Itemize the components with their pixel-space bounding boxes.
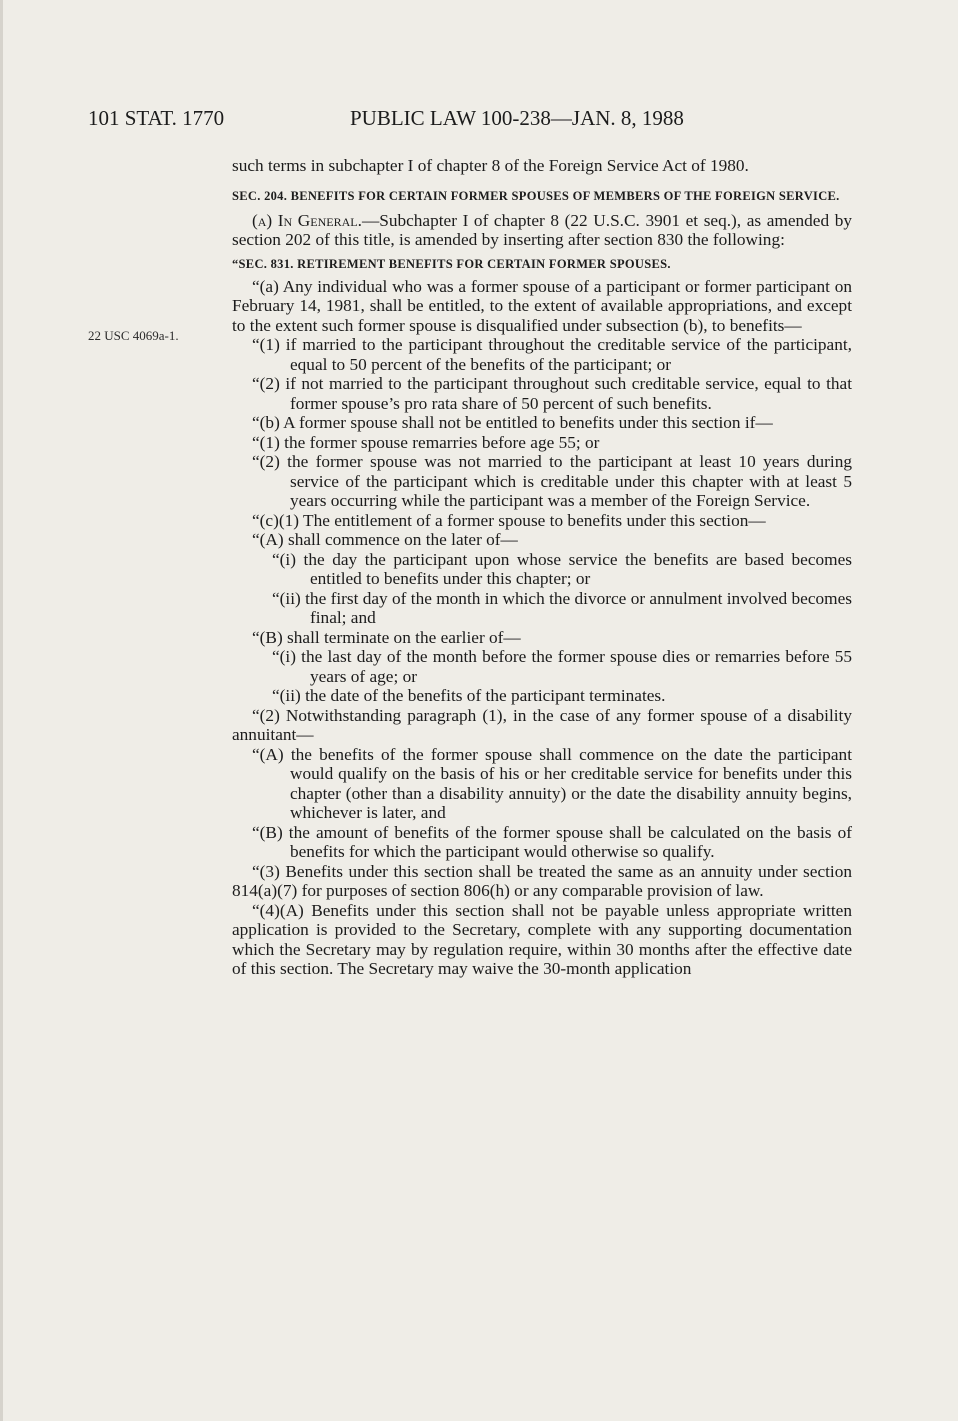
subsection-c-2-B: “(B) the amount of benefits of the former spouse shall be calculated on the basis of benefits for which the participant would otherwise so qualify. [252, 822, 852, 861]
subsection-a-2: “(2) if not married to the participant throughout such creditable service, equal to that former spouse’s pro rata share of 50 percent of such benefits. [252, 374, 852, 413]
section-831-heading: “SEC. 831. RETIREMENT BENEFITS FOR CERTAIN FORMER SPOUSES. [232, 256, 671, 271]
subsection-c-1-A: “(A) shall commence on the later of— [252, 530, 518, 549]
subsection-c-1-B-ii: “(ii) the date of the benefits of the participant terminates. [272, 686, 666, 705]
page-header [88, 106, 858, 136]
subsection-c-1-A-i: “(i) the day the participant upon whose service the benefits are based becomes entitled to benefits under this chapter; or [272, 549, 852, 588]
intro-paragraph: such terms in subchapter I of chapter 8 of the Foreign Service Act of 1980. [232, 156, 749, 175]
public-law-reference: PUBLIC LAW 100-238—JAN. 8, 1988 [350, 106, 684, 130]
subsection-c-1: “(c)(1) The entitlement of a former spouse to benefits under this section— [252, 510, 766, 530]
subsection-c-2: “(2) Notwithstanding paragraph (1), in the case of any former spouse of a disability annuitant— [232, 705, 852, 744]
subsection-a: “(a) Any individual who was a former spouse of a participant or former participant on February 14, 1981, shall be entitled, to the extent of available appropriations, and except to the extent such former spouse is disqualified under subsection (b), to benefits— [232, 276, 852, 335]
subsection-c-4: “(4)(A) Benefits under this section shall not be payable unless appropriate written application is provided to the Secretary, complete with any supporting documentation which the Secretary may by regulation require, within 30 months after the effective date of this section. The Secretary may waive the 30-month application [232, 900, 852, 978]
subsection-c-1-B-i: “(i) the last day of the month before the former spouse dies or remarries before 55 years of age; or [272, 647, 852, 686]
paragraph-a-text: —Subchapter I of chapter 8 (22 U.S.C. 3901 et seq.), as amended by section 202 of this title, is amended by inserting after section 830 the following: [232, 210, 852, 249]
section-204-heading: SEC. 204. BENEFITS FOR CERTAIN FORMER SPOUSES OF MEMBERS OF THE FOREIGN SERVICE. [232, 188, 840, 203]
document-body [232, 156, 852, 979]
subsection-c-3: “(3) Benefits under this section shall be treated the same as an annuity under section 814(a)(7) for purposes of section 806(h) or any comparable provision of law. [232, 861, 852, 900]
subsection-b-1: “(1) the former spouse remarries before age 55; or [252, 432, 600, 452]
page-edge [0, 0, 3, 1421]
subsection-a-1: “(1) if married to the participant throughout the creditable service of the participant, equal to 50 percent of the benefits of the participant; or [252, 335, 852, 374]
margin-note-usc: 22 USC 4069a-1. [88, 328, 179, 343]
stat-reference: 101 STAT. 1770 [88, 106, 225, 130]
subsection-c-1-B: “(B) shall terminate on the earlier of— [252, 627, 521, 647]
subsection-c-2-A: “(A) the benefits of the former spouse shall commence on the date the participant would qualify on the basis of his or her creditable service for benefits under this chapter (other than a disability annuity) or the date the disability annuity begins, whichever is later, and [252, 744, 852, 822]
subsection-c-1-A-ii: “(ii) the first day of the month in which the divorce or annulment involved becomes final; and [272, 588, 852, 627]
paragraph-a-label: (a) In General. [252, 210, 362, 230]
paragraph-a [232, 211, 852, 250]
subsection-b: “(b) A former spouse shall not be entitled to benefits under this section if— [252, 413, 773, 432]
subsection-b-2: “(2) the former spouse was not married to the participant at least 10 years during service of the participant which is creditable under this chapter with at least 5 years occurring while the participant was a member of the Foreign Service. [252, 452, 852, 510]
